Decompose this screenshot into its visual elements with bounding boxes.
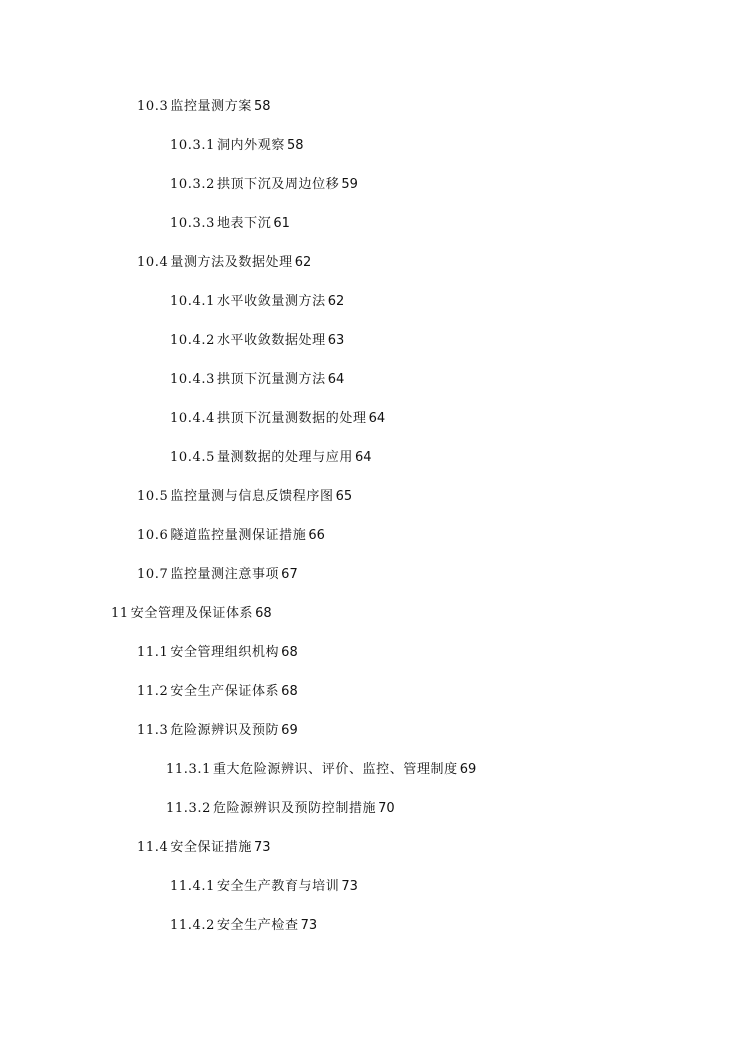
toc-entry-title: 危险源辨识及预防 (170, 723, 280, 738)
toc-entry-11-1[interactable] (137, 644, 298, 662)
toc-entry-title: 拱顶下沉量测方法 (216, 372, 326, 387)
toc-entry-10-3-1[interactable] (170, 137, 304, 155)
toc-entry-number: 11.3.2 (166, 801, 211, 816)
toc-entry-number: 11.4.2 (170, 918, 215, 933)
toc-entry-title: 洞内外观察 (216, 138, 285, 153)
toc-entry-page: 61 (273, 216, 290, 231)
toc-entry-title: 水平收敛数据处理 (216, 333, 326, 348)
toc-entry-page: 73 (253, 840, 271, 855)
toc-entry-page: 65 (335, 489, 353, 504)
toc-entry-title: 危险源辨识及预防控制措施 (212, 801, 377, 816)
toc-entry-number: 10.4.3 (170, 372, 215, 387)
toc-entry-10-7[interactable] (137, 566, 298, 584)
toc-entry-number: 11.2 (137, 684, 169, 699)
toc-entry-page: 62 (327, 294, 345, 309)
toc-entry-page: 73 (341, 879, 358, 894)
toc-entry-11-4[interactable] (137, 839, 271, 857)
toc-entry-title: 隧道监控量测保证措施 (170, 528, 307, 543)
toc-entry-10-4-1[interactable] (170, 293, 344, 311)
toc-entry-number: 10.5 (137, 489, 169, 504)
toc-entry-10-4-5[interactable] (170, 449, 372, 467)
toc-entry-title: 安全保证措施 (170, 840, 252, 855)
toc-entry-11-4-2[interactable] (170, 917, 317, 935)
toc-entry-number: 10.4 (137, 255, 169, 270)
toc-entry-10-6[interactable] (137, 527, 325, 545)
toc-entry-11-2[interactable] (137, 683, 298, 701)
toc-entry-10-4-3[interactable] (170, 371, 344, 389)
toc-entry-10-4-4[interactable] (170, 410, 385, 428)
toc-entry-10-3[interactable] (137, 98, 271, 116)
toc-entry-page: 64 (327, 372, 345, 387)
toc-entry-10-4[interactable] (137, 254, 311, 272)
toc-entry-11-3-2[interactable] (166, 800, 395, 818)
toc-entry-page: 58 (253, 99, 271, 114)
toc-entry-11-3-1[interactable] (166, 761, 476, 779)
toc-entry-title: 安全管理及保证体系 (130, 606, 254, 621)
toc-entry-number: 10.4.2 (170, 333, 215, 348)
toc-entry-page: 68 (281, 684, 298, 699)
toc-entry-number: 10.3.1 (170, 138, 215, 153)
toc-entry-11-3[interactable] (137, 722, 298, 740)
toc-entry-number: 10.6 (137, 528, 169, 543)
toc-entry-page: 58 (286, 138, 304, 153)
toc-entry-page: 63 (327, 333, 345, 348)
toc-entry-number: 11 (111, 606, 129, 621)
toc-entry-title: 安全生产检查 (216, 918, 299, 933)
toc-entry-page: 62 (294, 255, 312, 270)
toc-entry-number: 10.4.4 (170, 411, 215, 426)
toc-entry-number: 11.3 (137, 723, 169, 738)
toc-entry-page: 64 (368, 411, 386, 426)
toc-entry-title: 安全生产保证体系 (170, 684, 280, 699)
toc-entry-title: 安全管理组织机构 (170, 645, 280, 660)
toc-entry-page: 66 (308, 528, 325, 543)
toc-entry-page: 68 (281, 645, 298, 660)
toc-entry-number: 10.3.3 (170, 216, 215, 231)
toc-entry-number: 10.4.1 (170, 294, 215, 309)
toc-entry-title: 水平收敛量测方法 (216, 294, 326, 309)
toc-entry-number: 10.3.2 (170, 177, 215, 192)
toc-entry-page: 69 (459, 762, 477, 777)
toc-entry-number: 10.7 (137, 567, 169, 582)
toc-entry-10-4-2[interactable] (170, 332, 344, 350)
toc-entry-page: 64 (354, 450, 372, 465)
toc-entry-title: 监控量测方案 (170, 99, 252, 114)
toc-entry-title: 拱顶下沉量测数据的处理 (216, 411, 367, 426)
toc-entry-page: 67 (281, 567, 298, 582)
toc-entry-page: 73 (300, 918, 318, 933)
toc-entry-page: 70 (378, 801, 395, 816)
toc-entry-title: 量测数据的处理与应用 (216, 450, 353, 465)
toc-entry-number: 11.1 (137, 645, 169, 660)
toc-entry-number: 11.3.1 (166, 762, 211, 777)
toc-entry-10-3-2[interactable] (170, 176, 358, 194)
toc-entry-number: 11.4.1 (170, 879, 215, 894)
toc-entry-title: 监控量测注意事项 (170, 567, 280, 582)
toc-entry-number: 10.4.5 (170, 450, 215, 465)
toc-entry-title: 地表下沉 (216, 216, 272, 231)
toc-entry-title: 拱顶下沉及周边位移 (216, 177, 340, 192)
toc-entry-title: 监控量测与信息反馈程序图 (170, 489, 334, 504)
toc-entry-page: 68 (255, 606, 272, 621)
toc-entry-title: 安全生产教育与培训 (216, 879, 340, 894)
toc-entry-title: 量测方法及数据处理 (170, 255, 293, 270)
toc-entry-10-5[interactable] (137, 488, 352, 506)
toc-entry-11[interactable] (111, 605, 272, 623)
toc-entry-number: 10.3 (137, 99, 169, 114)
toc-entry-number: 11.4 (137, 840, 169, 855)
toc-entry-10-3-3[interactable] (170, 215, 290, 233)
toc-entry-11-4-1[interactable] (170, 878, 358, 896)
toc-entry-page: 69 (281, 723, 298, 738)
toc-entry-page: 59 (341, 177, 358, 192)
toc-entry-title: 重大危险源辨识、评价、监控、管理制度 (212, 762, 458, 777)
